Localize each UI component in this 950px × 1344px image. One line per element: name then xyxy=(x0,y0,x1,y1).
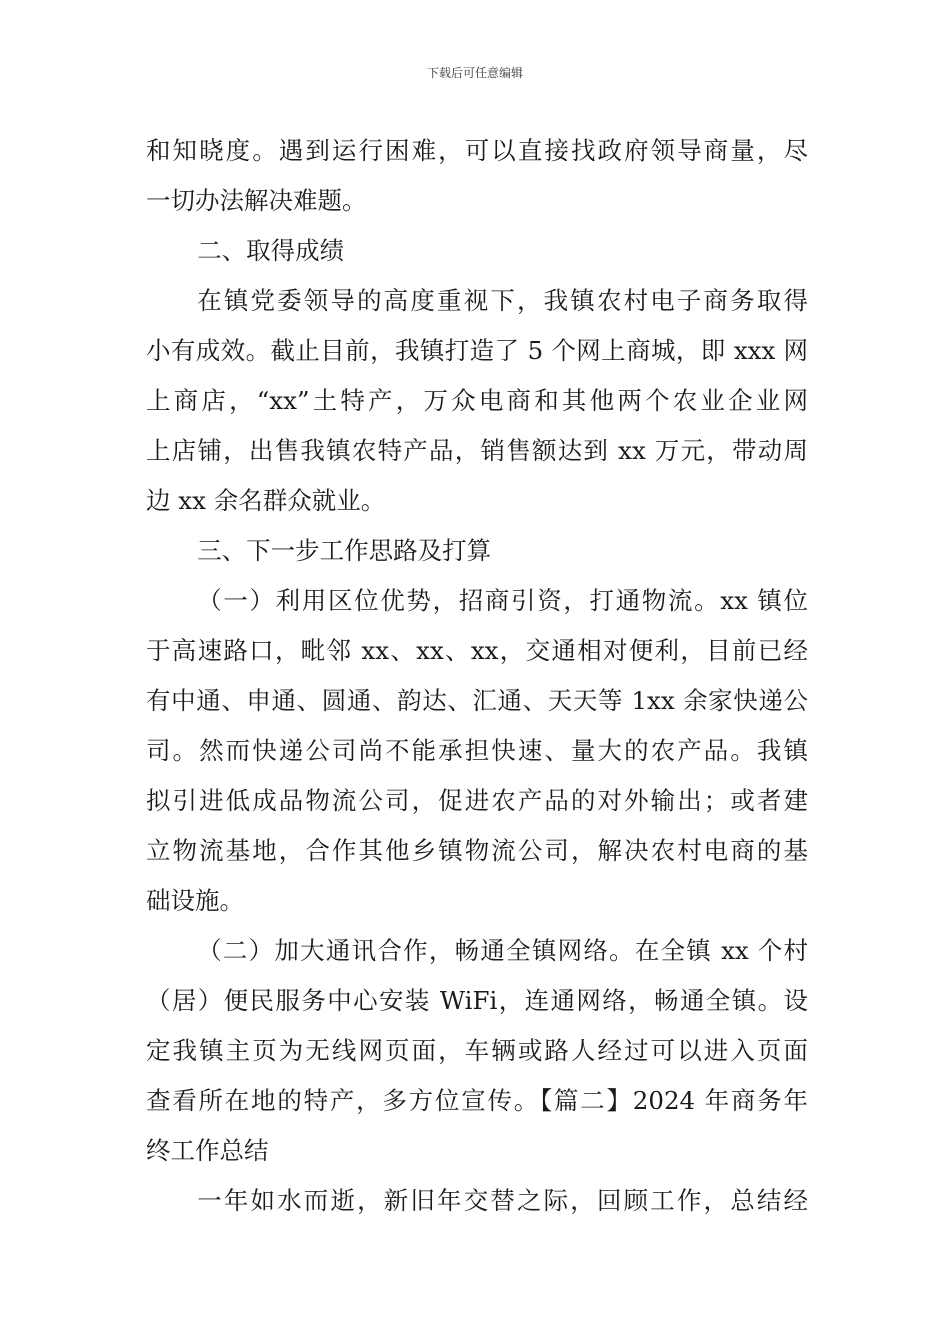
text-line: 和知晓度。遇到运行困难，可以直接找政府领导商量，尽 xyxy=(146,136,808,165)
text-line: 查看所在地的特产，多方位宣传。【篇二】2024 年商务年 xyxy=(146,1086,808,1115)
text-line: 定我镇主页为无线网页面，车辆或路人经过可以进入页面 xyxy=(146,1036,808,1065)
text-line: 拟引进低成品物流公司，促进农产品的对外输出；或者建 xyxy=(146,786,808,815)
text-line: 上商店，“xx”土特产，万众电商和其他两个农业企业网 xyxy=(146,386,808,415)
text-line: 在镇党委领导的高度重视下，我镇农村电子商务取得 xyxy=(197,286,808,315)
text-line: 二、取得成绩 xyxy=(197,236,345,265)
text-line: 立物流基地，合作其他乡镇物流公司，解决农村电商的基 xyxy=(146,836,808,865)
text-line: 小有成效。截止目前，我镇打造了 5 个网上商城，即 xxx 网 xyxy=(146,336,808,365)
page-header: 下载后可任意编辑 xyxy=(426,66,523,80)
text-line: 三、下一步工作思路及打算 xyxy=(197,536,492,565)
text-line: 有中通、申通、圆通、韵达、汇通、天天等 1xx 余家快递公 xyxy=(146,686,808,715)
text-line: 上店铺，出售我镇农特产品，销售额达到 xx 万元，带动周 xyxy=(146,436,808,465)
text-line: 终工作总结 xyxy=(146,1136,269,1165)
text-line: 础设施。 xyxy=(146,886,244,915)
text-line: 边 xx 余名群众就业。 xyxy=(146,486,386,515)
text-line: （二）加大通讯合作，畅通全镇网络。在全镇 xx 个村 xyxy=(197,936,808,965)
text-line: （居）便民服务中心安装 WiFi，连通网络，畅通全镇。设 xyxy=(146,986,808,1015)
text-line: 于高速路口，毗邻 xx、xx、xx，交通相对便利，目前已经 xyxy=(146,636,808,665)
document-body xyxy=(146,126,808,1226)
text-line: （一）利用区位优势，招商引资，打通物流。xx 镇位 xyxy=(197,586,808,615)
text-line: 一年如水而逝，新旧年交替之际，回顾工作，总结经 xyxy=(197,1186,808,1215)
text-line: 司。然而快递公司尚不能承担快速、量大的农产品。我镇 xyxy=(146,736,808,765)
text-line: 一切办法解决难题。 xyxy=(146,186,367,215)
